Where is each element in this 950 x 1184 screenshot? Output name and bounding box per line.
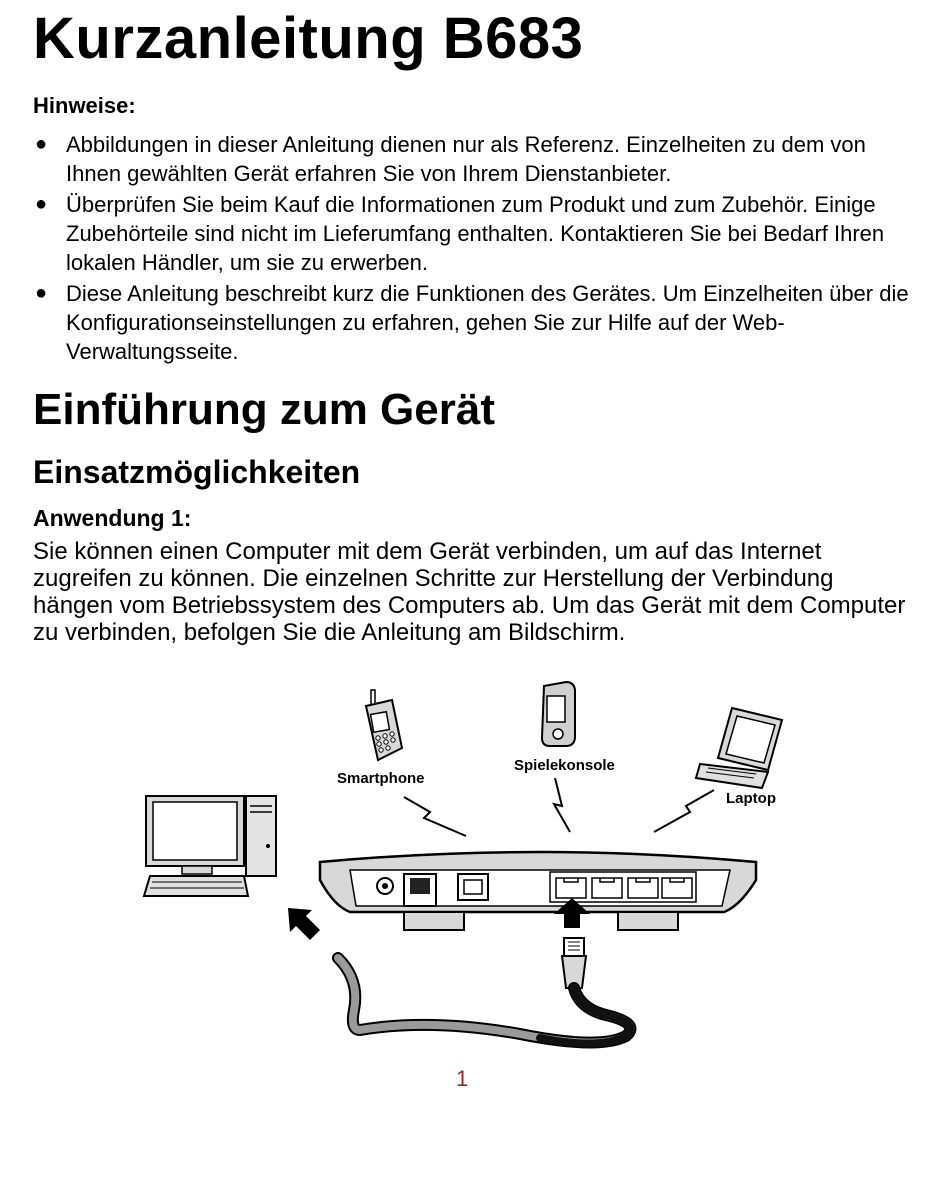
laptop-icon <box>696 708 782 788</box>
laptop-label: Laptop <box>726 790 776 807</box>
bullet-icon: ● <box>35 282 48 304</box>
note-text: Abbildungen in dieser Anleitung dienen nur als Referenz. Einzelheiten zu dem von Ihnen gewählten Gerät erfahren Sie von Ihrem Dienstanbieter. <box>66 132 866 186</box>
desktop-computer-icon <box>144 796 276 896</box>
application-description: Sie können einen Computer mit dem Gerät verbinden, um auf das Internet zugreifen zu können. Die einzelnen Schritte zur Herstellung der Verbindung hängen vom Betriebssystem des Computers ab. Um das Gerät mit dem Computer zu verbinden, befolgen Sie die Anleitung am Bildschirm. <box>33 538 906 646</box>
note-text: Überprüfen Sie beim Kauf die Informationen zum Produkt und zum Zubehör. Einige Zubehörteile sind nicht im Lieferumfang enthalten. Kontaktieren Sie bei Bedarf Ihren lokalen Händler, um sie zu erwerben. <box>66 192 885 275</box>
console-label: Spielekonsole <box>514 757 615 774</box>
subsection-heading: Einsatzmöglichkeiten <box>33 454 361 490</box>
arrow-up-left-icon <box>288 908 320 940</box>
notes-heading: Hinweise: <box>33 93 136 118</box>
wireless-signal-icon <box>404 778 714 836</box>
ethernet-cable-icon <box>338 938 630 1044</box>
game-console-icon <box>542 682 575 746</box>
bullet-icon: ● <box>35 193 48 215</box>
application-label: Anwendung 1: <box>33 505 192 531</box>
note-text: Diese Anleitung beschreibt kurz die Funktionen des Gerätes. Um Einzelheiten über die Konfigurationseinstellungen zu erfahren, gehen Sie zur Hilfe auf der Web-Verwaltungsseite. <box>66 281 909 364</box>
smartphone-icon <box>366 690 402 760</box>
section-heading: Einführung zum Gerät <box>33 385 495 434</box>
bullet-icon: ● <box>35 133 48 155</box>
page-title: Kurzanleitung B683 <box>33 6 584 71</box>
page-number: 1 <box>456 1066 469 1091</box>
router-icon <box>320 852 756 930</box>
smartphone-label: Smartphone <box>337 770 425 787</box>
